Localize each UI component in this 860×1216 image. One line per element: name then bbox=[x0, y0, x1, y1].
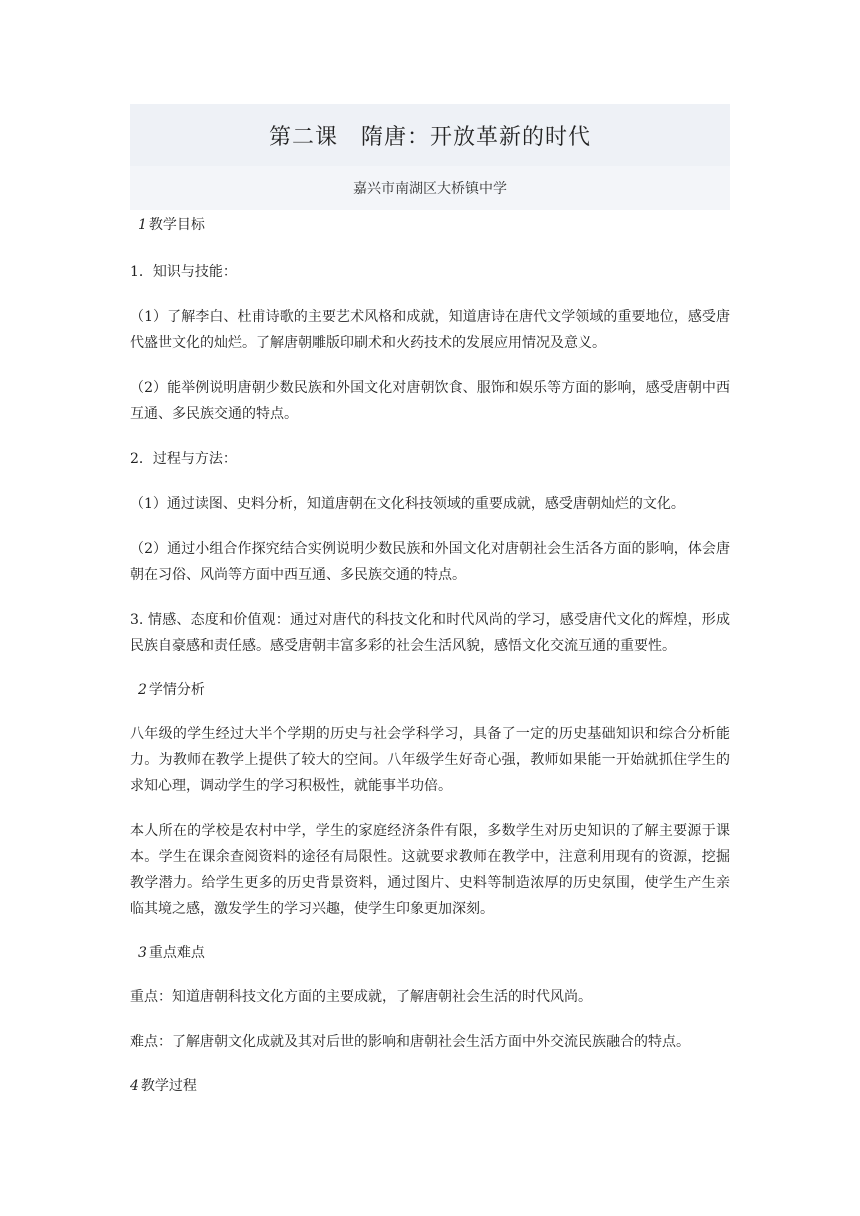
section-number: 3 bbox=[138, 945, 147, 961]
paragraph: （2）能举例说明唐朝少数民族和外国文化对唐朝饮食、服饰和娱乐等方面的影响，感受唐朝中西互通、多民族交通的特点。 bbox=[130, 380, 730, 422]
school-name: 嘉兴市南湖区大桥镇中学 bbox=[353, 181, 507, 197]
paragraph: （1）通过读图、史料分析，知道唐朝在文化科技领域的重要成就，感受唐朝灿烂的文化。 bbox=[130, 496, 685, 512]
section-heading-key-points bbox=[130, 944, 730, 962]
paragraph: 八年级的学生经过大半个学期的历史与社会学科学习，具备了一定的历史基础知识和综合分析能力。为教师在教学上提供了较大的空间。八年级学生好奇心强，教师如果能一开始就抓住学生的求知心理，调动学生的学习积极性，就能事半功倍。 bbox=[130, 726, 730, 794]
paragraph: 2．过程与方法： bbox=[130, 451, 237, 467]
paragraph: 1．知识与技能： bbox=[130, 264, 237, 280]
section-number: 1 bbox=[138, 217, 147, 233]
section-title: 教学过程 bbox=[140, 1078, 197, 1094]
section-number: 2 bbox=[138, 682, 147, 698]
section-title: 学情分析 bbox=[148, 682, 205, 698]
section-title: 重点难点 bbox=[148, 945, 205, 961]
document-body bbox=[130, 216, 730, 1095]
title-banner bbox=[130, 104, 730, 166]
paragraph: （1）了解李白、杜甫诗歌的主要艺术风格和成就，知道唐诗在唐代文学领域的重要地位，感受唐代盛世文化的灿烂。了解唐朝雕版印刷术和火药技术的发展应用情况及意义。 bbox=[130, 309, 730, 351]
section-heading-teaching-process bbox=[130, 1077, 730, 1095]
paragraph: （2）通过小组合作探究结合实例说明少数民族和外国文化对唐朝社会生活各方面的影响，体会唐朝在习俗、风尚等方面中西互通、多民族交通的特点。 bbox=[130, 541, 730, 583]
document-page bbox=[130, 104, 730, 1095]
section-heading-learner-analysis bbox=[130, 681, 730, 699]
school-banner bbox=[130, 166, 730, 210]
paragraph: 难点：了解唐朝文化成就及其对后世的影响和唐朝社会生活方面中外交流民族融合的特点。 bbox=[130, 1034, 690, 1050]
paragraph: 本人所在的学校是农村中学，学生的家庭经济条件有限，多数学生对历史知识的了解主要源于课本。学生在课余查阅资料的途径有局限性。这就要求教师在教学中，注意利用现有的资源，挖掘教学潜力。给学生更多的历史背景资料，通过图片、史料等制造浓厚的历史氛围，使学生产生亲临其境之感，激发学生的学习兴趣，使学生印象更加深刻。 bbox=[130, 823, 730, 917]
section-title: 教学目标 bbox=[148, 217, 205, 233]
section-heading-teaching-goals bbox=[130, 216, 730, 234]
paragraph: 3. 情感、态度和价值观：通过对唐代的科技文化和时代风尚的学习，感受唐代文化的辉煌，形成民族自豪感和责任感。感受唐朝丰富多彩的社会生活风貌，感悟文化交流互通的重要性。 bbox=[130, 612, 730, 654]
page-title: 第二课 隋唐：开放革新的时代 bbox=[268, 124, 591, 150]
paragraph: 重点：知道唐朝科技文化方面的主要成就，了解唐朝社会生活的时代风尚。 bbox=[130, 989, 592, 1005]
section-number: 4 bbox=[130, 1078, 139, 1094]
